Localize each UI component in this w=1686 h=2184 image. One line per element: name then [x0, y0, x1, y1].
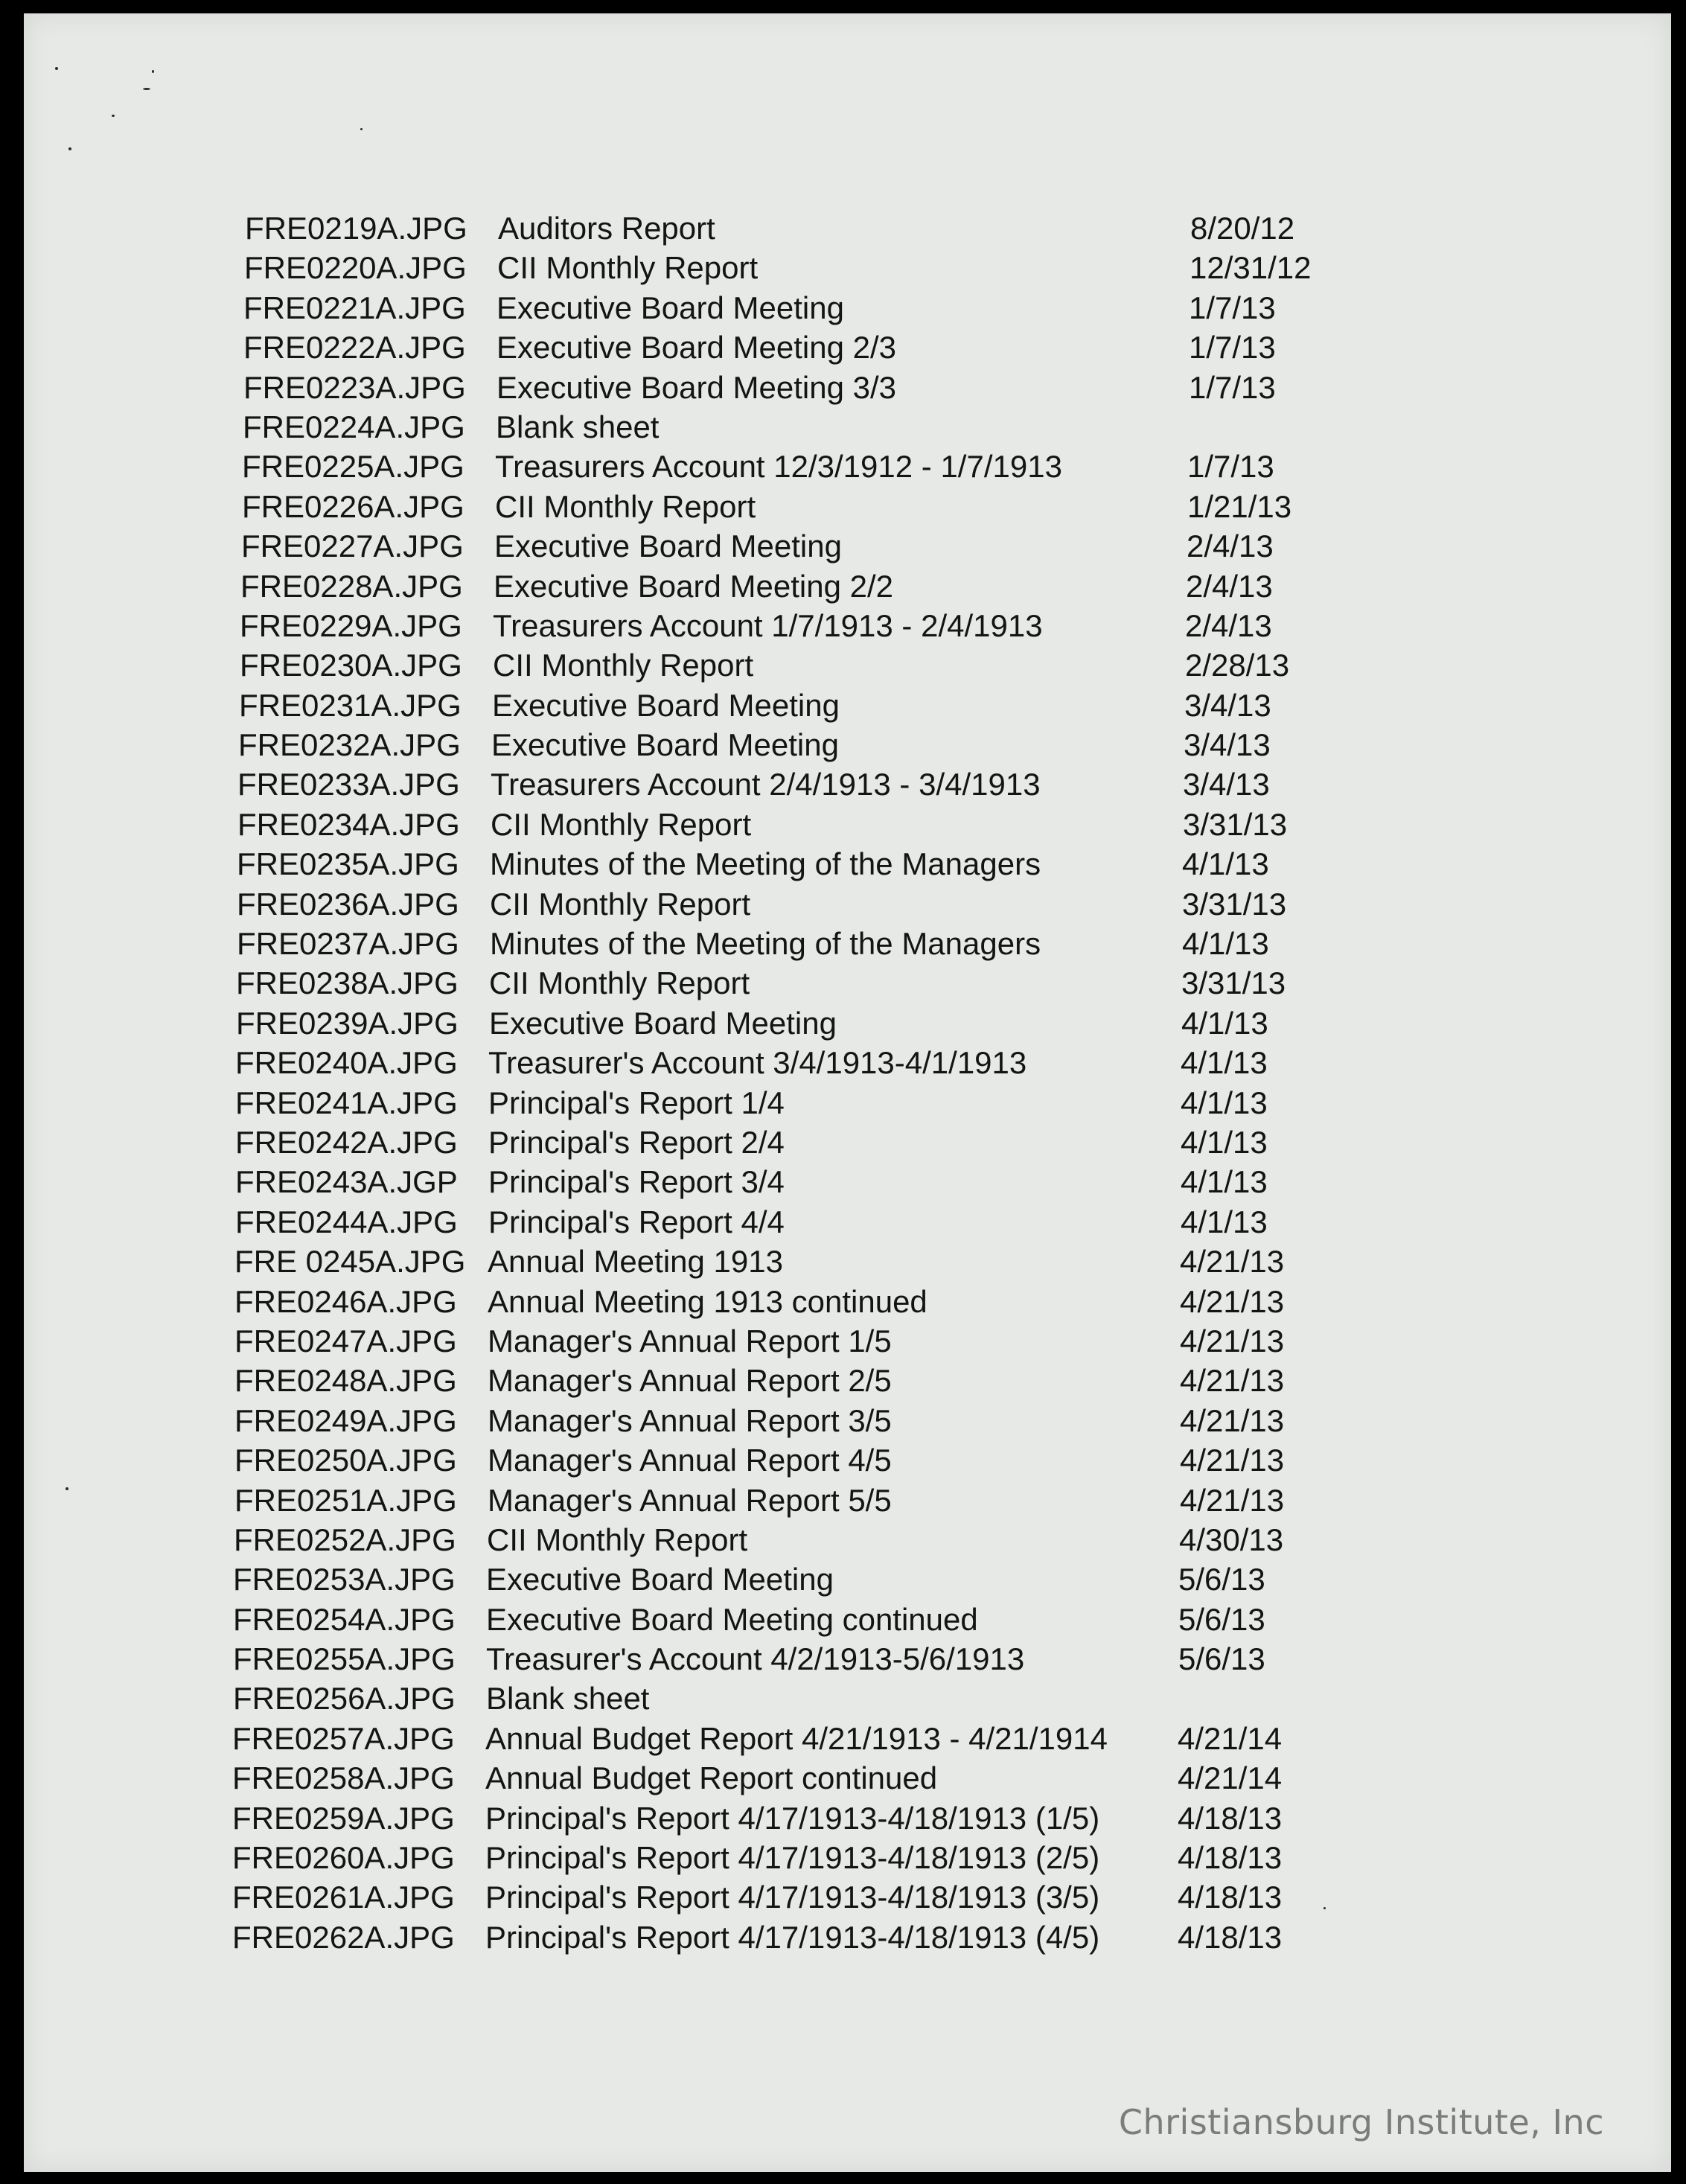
- file-name: FRE0226A.JPG: [242, 488, 464, 524]
- list-item: [244, 248, 1361, 287]
- document-description: CII Monthly Report: [493, 648, 754, 683]
- document-date: 4/21/13: [1180, 1244, 1285, 1280]
- document-description: Manager's Annual Report 1/5: [488, 1323, 892, 1358]
- paper-speck: [152, 70, 154, 73]
- list-item: [240, 566, 1357, 606]
- document-date: 4/1/13: [1181, 1124, 1268, 1160]
- document-description: Manager's Annual Report 2/5: [488, 1363, 892, 1399]
- file-name: FRE0240A.JPG: [235, 1045, 458, 1081]
- document-description: Auditors Report: [498, 211, 715, 246]
- document-date: 4/1/13: [1181, 1045, 1268, 1081]
- document-date: 5/6/13: [1178, 1601, 1265, 1637]
- file-name: FRE0254A.JPG: [233, 1601, 456, 1637]
- list-item: [241, 526, 1358, 566]
- list-item: [242, 447, 1358, 486]
- file-name: FRE0247A.JPG: [234, 1323, 457, 1358]
- list-item: [237, 805, 1354, 844]
- document-description: Blank sheet: [486, 1681, 650, 1717]
- file-name: FRE0259A.JPG: [232, 1800, 455, 1836]
- file-name: FRE0244A.JPG: [235, 1204, 458, 1239]
- document-description: Minutes of the Meeting of the Managers: [490, 846, 1041, 882]
- document-date: 4/18/13: [1178, 1840, 1283, 1876]
- document-date: 4/21/13: [1180, 1443, 1285, 1478]
- file-name: FRE0231A.JPG: [239, 687, 462, 723]
- list-item: [233, 1679, 1350, 1718]
- file-name: FRE0243A.JGP: [235, 1164, 458, 1200]
- list-item: [243, 368, 1360, 407]
- list-item: [240, 606, 1356, 645]
- list-item: [245, 208, 1361, 248]
- document-description: Principal's Report 4/17/1913-4/18/1913 (3/5): [485, 1880, 1100, 1915]
- list-item: [240, 645, 1356, 685]
- document-date: 5/6/13: [1178, 1562, 1265, 1597]
- list-item: [235, 1162, 1352, 1201]
- document-date: 4/1/13: [1182, 926, 1269, 962]
- list-item: [233, 1559, 1350, 1599]
- list-item: [236, 1003, 1353, 1043]
- document-date: 2/4/13: [1185, 607, 1272, 643]
- document-description: Executive Board Meeting 2/3: [496, 330, 896, 365]
- document-date: 3/4/13: [1183, 767, 1270, 802]
- list-item: [234, 1481, 1351, 1520]
- document-description: Executive Board Meeting: [489, 1005, 837, 1041]
- document-date: 4/1/13: [1181, 1204, 1268, 1239]
- list-item: [243, 288, 1360, 328]
- document-date: 4/21/14: [1178, 1760, 1283, 1796]
- file-name: FRE0230A.JPG: [240, 648, 462, 683]
- document-description: Executive Board Meeting 3/3: [496, 369, 896, 405]
- document-date: 4/18/13: [1178, 1800, 1283, 1836]
- list-item: [232, 1918, 1349, 1957]
- document-description: CII Monthly Report: [487, 1522, 748, 1557]
- document-description: Annual Budget Report 4/21/1913 - 4/21/1914: [485, 1720, 1108, 1756]
- file-name: FRE0229A.JPG: [240, 607, 462, 643]
- file-name: FRE0251A.JPG: [234, 1482, 457, 1518]
- document-description: Blank sheet: [496, 409, 660, 444]
- list-item: [235, 1083, 1352, 1123]
- document-description: Manager's Annual Report 3/5: [488, 1402, 892, 1438]
- list-item: [232, 1719, 1349, 1758]
- document-date: 5/6/13: [1178, 1641, 1265, 1677]
- document-description: Annual Meeting 1913 continued: [488, 1283, 927, 1319]
- document-description: Annual Meeting 1913: [488, 1244, 783, 1280]
- file-index-list: [232, 208, 1353, 1957]
- document-date: 3/4/13: [1184, 687, 1271, 723]
- list-item: [235, 1123, 1352, 1162]
- document-date: 4/21/13: [1180, 1482, 1285, 1518]
- file-name: FRE0238A.JPG: [236, 965, 459, 1001]
- document-description: CII Monthly Report: [497, 250, 759, 286]
- file-name: FRE0252A.JPG: [234, 1522, 456, 1557]
- list-item: [232, 1758, 1349, 1798]
- paper-speck: [143, 88, 150, 90]
- paper-speck: [68, 147, 71, 150]
- document-description: Executive Board Meeting 2/2: [494, 568, 893, 604]
- document-date: 3/31/13: [1182, 886, 1287, 922]
- file-name: FRE0256A.JPG: [233, 1681, 456, 1717]
- document-date: 4/1/13: [1181, 1085, 1268, 1120]
- document-date: 1/21/13: [1187, 488, 1292, 524]
- document-description: Treasurers Account 1/7/1913 - 2/4/1913: [493, 607, 1043, 643]
- list-item: [234, 1361, 1351, 1400]
- document-date: 4/18/13: [1178, 1880, 1283, 1915]
- document-description: CII Monthly Report: [489, 965, 750, 1001]
- file-name: FRE0234A.JPG: [237, 806, 460, 842]
- file-name: FRE0228A.JPG: [240, 568, 463, 604]
- file-name: FRE0237A.JPG: [237, 926, 459, 962]
- document-date: 4/21/13: [1180, 1363, 1285, 1399]
- document-date: 1/7/13: [1187, 449, 1274, 485]
- list-item: [234, 1282, 1351, 1321]
- list-item: [233, 1600, 1350, 1639]
- document-date: 12/31/12: [1190, 250, 1312, 286]
- document-date: 4/30/13: [1179, 1522, 1284, 1557]
- file-name: FRE0227A.JPG: [241, 529, 464, 564]
- file-name: FRE0219A.JPG: [245, 211, 467, 246]
- list-item: [238, 725, 1355, 764]
- list-item: [233, 1639, 1350, 1679]
- document-description: Principal's Report 4/17/1913-4/18/1913 (4/5): [485, 1919, 1100, 1955]
- list-item: [232, 1838, 1349, 1877]
- file-name: FRE0221A.JPG: [243, 290, 466, 325]
- document-date: 8/20/12: [1190, 211, 1295, 246]
- file-name: FRE0241A.JPG: [235, 1085, 458, 1120]
- file-name: FRE0239A.JPG: [236, 1005, 459, 1041]
- document-description: CII Monthly Report: [491, 806, 752, 842]
- document-date: 3/4/13: [1184, 727, 1271, 763]
- document-description: Minutes of the Meeting of the Managers: [490, 926, 1041, 962]
- document-date: 2/4/13: [1187, 529, 1274, 564]
- list-item: [236, 963, 1353, 1003]
- list-item: [243, 407, 1359, 447]
- document-description: Principal's Report 4/4: [488, 1204, 785, 1239]
- document-description: Principal's Report 1/4: [488, 1085, 785, 1120]
- file-name: FRE0249A.JPG: [234, 1402, 457, 1438]
- file-name: FRE0248A.JPG: [234, 1363, 457, 1399]
- document-date: 1/7/13: [1189, 290, 1276, 325]
- document-description: Executive Board Meeting: [494, 529, 842, 564]
- paper-speck: [112, 115, 115, 117]
- document-description: Treasurers Account 12/3/1912 - 1/7/1913: [495, 449, 1062, 485]
- document-date: 1/7/13: [1189, 369, 1276, 405]
- paper-sheet: [24, 13, 1671, 2172]
- document-date: 1/7/13: [1189, 330, 1276, 365]
- file-name: FRE0260A.JPG: [232, 1840, 455, 1876]
- list-item: [234, 1401, 1351, 1440]
- document-description: CII Monthly Report: [495, 488, 756, 524]
- list-item: [234, 1440, 1351, 1480]
- document-description: Executive Board Meeting continued: [486, 1601, 978, 1637]
- file-name: FRE0232A.JPG: [238, 727, 461, 763]
- file-name: FRE0258A.JPG: [232, 1760, 455, 1796]
- list-item: [237, 924, 1353, 963]
- document-date: 4/1/13: [1182, 846, 1269, 882]
- list-item: [234, 1520, 1350, 1559]
- document-description: Executive Board Meeting: [496, 290, 844, 325]
- document-description: Executive Board Meeting: [492, 687, 840, 723]
- file-name: FRE0236A.JPG: [237, 886, 459, 922]
- document-date: 4/1/13: [1181, 1164, 1268, 1200]
- list-item: [234, 1321, 1351, 1361]
- document-description: Principal's Report 4/17/1913-4/18/1913 (1/5): [485, 1800, 1100, 1836]
- document-date: 3/31/13: [1181, 965, 1286, 1001]
- file-name: FRE0242A.JPG: [235, 1124, 458, 1160]
- list-item: [237, 844, 1353, 884]
- file-name: FRE0233A.JPG: [237, 767, 460, 802]
- document-date: 2/28/13: [1185, 648, 1290, 683]
- list-item: [237, 884, 1353, 924]
- file-name: FRE0225A.JPG: [242, 449, 464, 485]
- document-description: Annual Budget Report continued: [485, 1760, 938, 1796]
- document-date: 4/18/13: [1178, 1919, 1283, 1955]
- document-date: 4/21/13: [1180, 1402, 1285, 1438]
- document-description: Executive Board Meeting: [491, 727, 839, 763]
- file-name: FRE0255A.JPG: [233, 1641, 456, 1677]
- file-name: FRE0253A.JPG: [233, 1562, 456, 1597]
- document-description: CII Monthly Report: [490, 886, 751, 922]
- list-item: [243, 328, 1360, 367]
- list-item: [239, 686, 1355, 725]
- file-name: FRE0235A.JPG: [237, 846, 459, 882]
- document-description: Principal's Report 4/17/1913-4/18/1913 (2/5): [485, 1840, 1100, 1876]
- document-description: Principal's Report 2/4: [488, 1124, 785, 1160]
- document-description: Manager's Annual Report 4/5: [488, 1443, 892, 1478]
- file-name: FRE0261A.JPG: [232, 1880, 455, 1915]
- list-item: [232, 1877, 1349, 1917]
- list-item: [242, 487, 1358, 526]
- document-description: Manager's Annual Report 5/5: [488, 1482, 892, 1518]
- list-item: [235, 1043, 1352, 1082]
- file-name: FRE0224A.JPG: [243, 409, 465, 444]
- document-description: Principal's Report 3/4: [488, 1164, 785, 1200]
- document-date: 4/21/14: [1178, 1720, 1283, 1756]
- document-date: 2/4/13: [1186, 568, 1273, 604]
- document-date: 4/21/13: [1180, 1283, 1285, 1319]
- document-description: Treasurer's Account 3/4/1913-4/1/1913: [488, 1045, 1027, 1081]
- document-description: Treasurers Account 2/4/1913 - 3/4/1913: [491, 767, 1041, 802]
- list-item: [235, 1202, 1352, 1242]
- document-description: Treasurer's Account 4/2/1913-5/6/1913: [486, 1641, 1025, 1677]
- file-name: FRE 0245A.JPG: [234, 1244, 466, 1280]
- document-date: 3/31/13: [1183, 806, 1288, 842]
- file-name: FRE0222A.JPG: [243, 330, 466, 365]
- file-name: FRE0262A.JPG: [232, 1919, 455, 1955]
- document-description: Executive Board Meeting: [486, 1562, 834, 1597]
- file-name: FRE0246A.JPG: [234, 1283, 457, 1319]
- file-name: FRE0250A.JPG: [234, 1443, 457, 1478]
- list-item: [237, 764, 1354, 804]
- list-item: [234, 1242, 1351, 1281]
- document-date: 4/21/13: [1180, 1323, 1285, 1358]
- paper-speck: [55, 67, 58, 70]
- paper-speck: [66, 1487, 68, 1490]
- file-name: FRE0257A.JPG: [232, 1720, 455, 1756]
- paper-speck: [360, 128, 363, 130]
- file-name: FRE0220A.JPG: [244, 250, 467, 286]
- document-date: 4/1/13: [1181, 1005, 1268, 1041]
- file-name: FRE0223A.JPG: [243, 369, 466, 405]
- list-item: [232, 1798, 1349, 1838]
- watermark-text: Christiansburg Institute, Inc: [1118, 2102, 1604, 2142]
